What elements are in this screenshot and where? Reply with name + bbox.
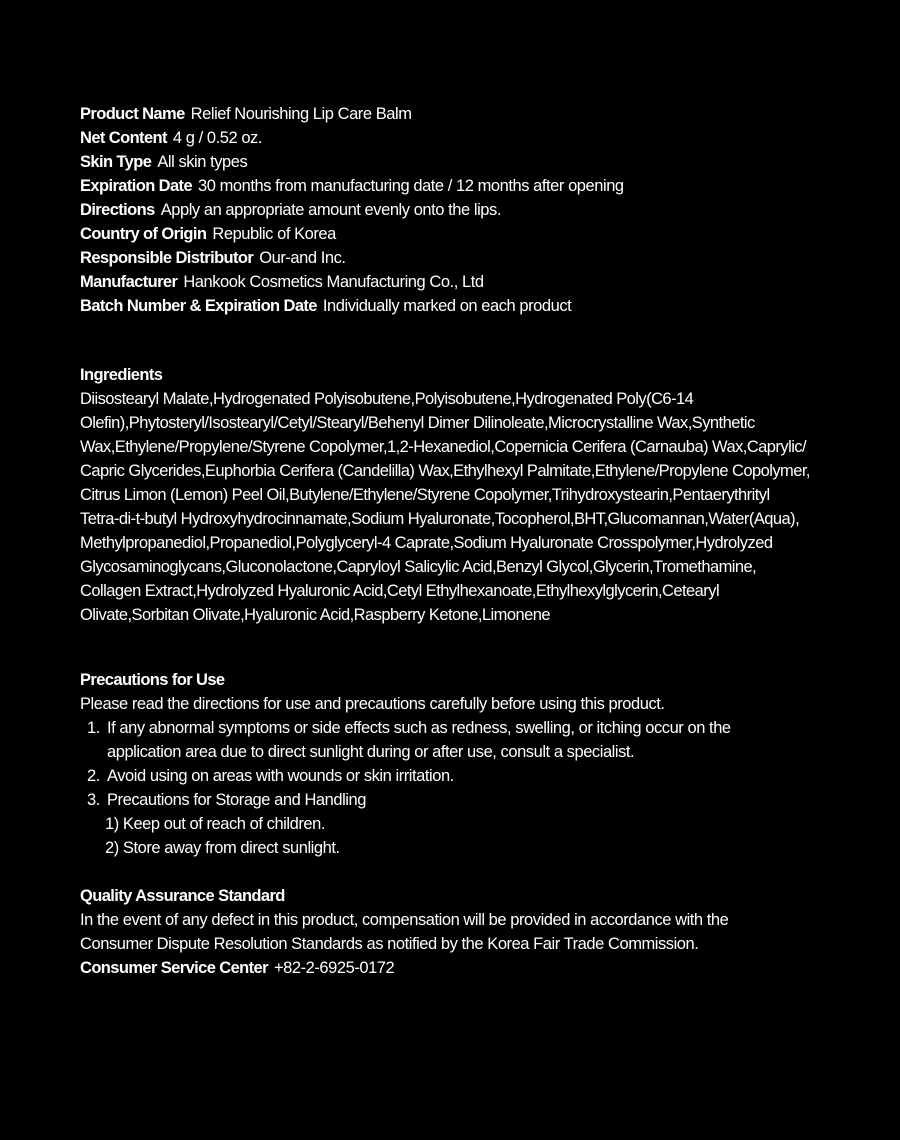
info-row-country-of-origin bbox=[80, 222, 870, 246]
ingredients-line: Olivate,Sorbitan Olivate,Hyaluronic Acid,Raspberry Ketone,Limonene bbox=[80, 606, 550, 624]
quality-text: Consumer Dispute Resolution Standards as notified by the Korea Fair Trade Commission. bbox=[80, 935, 699, 953]
storage-sub-item: 1) Keep out of reach of children. bbox=[105, 815, 325, 833]
info-row-responsible-distributor bbox=[80, 246, 870, 270]
info-label: Directions bbox=[80, 201, 155, 219]
info-row-manufacturer bbox=[80, 270, 870, 294]
ingredients-line: Glycosaminoglycans,Gluconolactone,Capryloyl Salicylic Acid,Benzyl Glycol,Glycerin,Tromethamine, bbox=[80, 558, 757, 576]
info-label: Batch Number & Expiration Date bbox=[80, 297, 317, 315]
info-label: Responsible Distributor bbox=[80, 249, 254, 267]
ingredients-line: Tetra-di-t-butyl Hydroxyhydrocinnamate,Sodium Hyaluronate,Tocopherol,BHT,Glucomannan,Water(Aqua), bbox=[80, 510, 800, 528]
info-label: Expiration Date bbox=[80, 177, 193, 195]
consumer-service-center bbox=[80, 956, 860, 980]
info-value: Hankook Cosmetics Manufacturing Co., Ltd bbox=[183, 273, 484, 291]
list-number: 2. bbox=[87, 767, 100, 785]
info-value: 30 months from manufacturing date / 12 months after opening bbox=[198, 177, 624, 195]
service-phone: +82-2-6925-0172 bbox=[273, 959, 395, 977]
info-row-expiration-date bbox=[80, 174, 870, 198]
info-row-directions bbox=[80, 198, 870, 222]
quality-assurance-section bbox=[80, 884, 860, 980]
precaution-text: Avoid using on areas with wounds or skin irritation. bbox=[107, 767, 454, 785]
info-value: Apply an appropriate amount evenly onto the lips. bbox=[160, 201, 501, 219]
info-value: All skin types bbox=[157, 153, 248, 171]
precaution-text: Precautions for Storage and Handling bbox=[107, 791, 366, 809]
precautions-intro: Please read the directions for use and precautions carefully before using this product. bbox=[80, 695, 665, 713]
info-row-net-content bbox=[80, 126, 870, 150]
precautions-section bbox=[80, 668, 860, 860]
list-number: 3. bbox=[87, 791, 100, 809]
ingredients-line: Citrus Limon (Lemon) Peel Oil,Butylene/Ethylene/Styrene Copolymer,Trihydroxystearin,Pentaerythrityl bbox=[80, 486, 770, 504]
ingredients-line: Olefin),Phytosteryl/Isostearyl/Cetyl/Stearyl/Behenyl Dimer Dilinoleate,Microcrystalline Wax,Synthetic bbox=[80, 414, 755, 432]
precaution-item bbox=[80, 716, 860, 764]
product-info-table bbox=[80, 102, 870, 318]
storage-sub-item: 2) Store away from direct sunlight. bbox=[105, 839, 340, 857]
info-label: Country of Origin bbox=[80, 225, 207, 243]
ingredients-line: Diisostearyl Malate,Hydrogenated Polyisobutene,Polyisobutene,Hydrogenated Poly(C6-14 bbox=[80, 390, 694, 408]
info-value: Relief Nourishing Lip Care Balm bbox=[190, 105, 412, 123]
precautions-title: Precautions for Use bbox=[80, 671, 225, 689]
info-value: Our-and Inc. bbox=[259, 249, 346, 267]
ingredients-line: Wax,Ethylene/Propylene/Styrene Copolymer,1,2-Hexanediol,Copernicia Cerifera (Carnauba) Wax,Caprylic/ bbox=[80, 438, 807, 456]
list-number: 1. bbox=[87, 719, 100, 737]
precaution-item bbox=[80, 788, 860, 812]
ingredients-title: Ingredients bbox=[80, 366, 163, 384]
info-value: Individually marked on each product bbox=[322, 297, 572, 315]
info-row-batch-number bbox=[80, 294, 870, 318]
precaution-item bbox=[80, 764, 860, 788]
quality-text: In the event of any defect in this product, compensation will be provided in accordance with the bbox=[80, 911, 729, 929]
quality-title: Quality Assurance Standard bbox=[80, 887, 285, 905]
ingredients-list bbox=[80, 387, 855, 627]
info-label: Net Content bbox=[80, 129, 167, 147]
precaution-text: application area due to direct sunlight during or after use, consult a specialist. bbox=[107, 743, 635, 761]
info-label: Product Name bbox=[80, 105, 185, 123]
info-row-skin-type bbox=[80, 150, 870, 174]
ingredients-section bbox=[80, 363, 855, 627]
info-value: Republic of Korea bbox=[212, 225, 336, 243]
service-label: Consumer Service Center bbox=[80, 959, 268, 977]
ingredients-line: Methylpropanediol,Propanediol,Polyglyceryl-4 Caprate,Sodium Hyaluronate Crosspolymer,Hydrolyzed bbox=[80, 534, 773, 552]
info-row-product-name bbox=[80, 102, 870, 126]
ingredients-line: Collagen Extract,Hydrolyzed Hyaluronic Acid,Cetyl Ethylhexanoate,Ethylhexylglycerin,Cetearyl bbox=[80, 582, 720, 600]
precaution-text: If any abnormal symptoms or side effects such as redness, swelling, or itching occur on the bbox=[107, 719, 731, 737]
precautions-list bbox=[80, 716, 860, 812]
info-label: Skin Type bbox=[80, 153, 152, 171]
ingredients-line: Capric Glycerides,Euphorbia Cerifera (Candelilla) Wax,Ethylhexyl Palmitate,Ethylene/Propylene Copolymer, bbox=[80, 462, 810, 480]
info-label: Manufacturer bbox=[80, 273, 178, 291]
info-value: 4 g / 0.52 oz. bbox=[172, 129, 262, 147]
